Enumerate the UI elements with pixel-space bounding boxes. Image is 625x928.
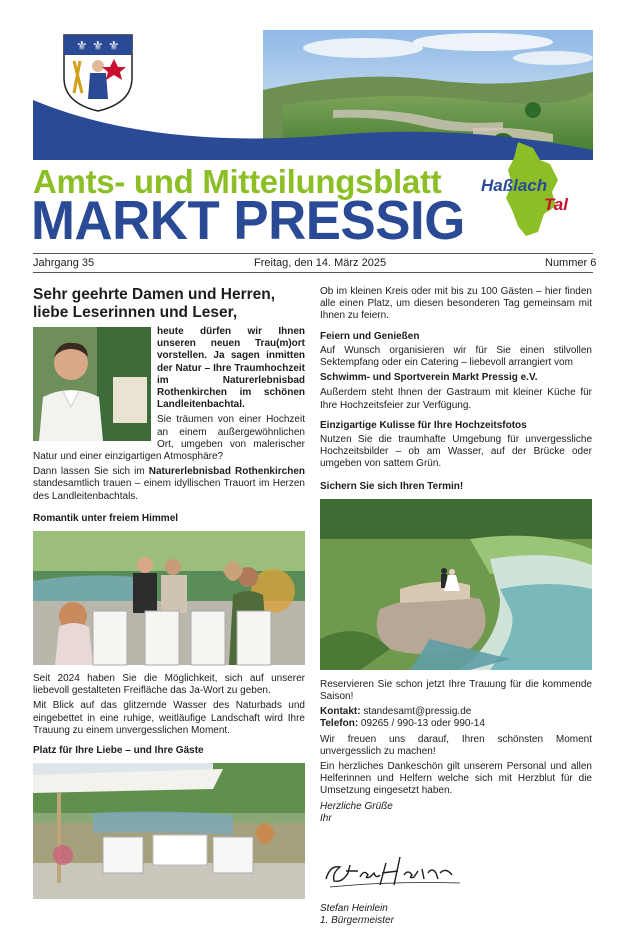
svg-text:⚜: ⚜ xyxy=(76,39,88,54)
issue-date: Freitag, den 14. März 2025 xyxy=(254,257,387,269)
issue-bar-bottom-rule xyxy=(33,272,593,273)
heading-platz: Platz für Ihre Liebe – und Ihre Gäste xyxy=(33,745,204,757)
closing-ihr: Ihr xyxy=(320,812,332,824)
masthead-title-line2: MARKT PRESSIG xyxy=(31,189,465,251)
heading-termin: Sichern Sie sich Ihren Termin! xyxy=(320,480,464,492)
issue-volume: Jahrgang 35 xyxy=(33,257,95,269)
bridal-couple-aerial-photo xyxy=(320,499,592,670)
para-looking-forward: Wir freuen uns darauf, Ihren schönsten Moment unvergesslich zu machen! xyxy=(320,733,592,757)
left-column xyxy=(33,286,305,899)
logo-hasslach-text: Haßlach xyxy=(481,176,548,195)
para-since-2024: Seit 2024 haben Sie die Möglichkeit, sich auf unserer liebevoll gestalteten Freifläche das Ja-Wort zu geben. xyxy=(33,673,305,697)
para-catering: Auf Wunsch organisieren wir für Sie einen stilvollen Sektempfang oder ein Catering – liebevoll arrangiert vom xyxy=(320,344,592,369)
heading-kulisse: Einzigartige Kulisse für Ihre Hochzeitsfotos xyxy=(320,419,527,431)
signer-name: Stefan Heinlein xyxy=(320,903,388,915)
issue-bar-top-rule xyxy=(33,253,593,254)
masthead-title-line1: Amts- und Mitteilungsblatt xyxy=(33,163,442,200)
para-thanks: Ein herzliches Dankeschön gilt unserem Personal und allen Helferinnen und Helfern welche sich mit Herzblut für die Umsetzung eingesetzt haben. xyxy=(320,761,592,797)
phone-value: 09265 / 990-13 oder 990-14 xyxy=(358,718,485,730)
mayor-signature xyxy=(320,843,470,893)
intro-paragraph-1 xyxy=(33,466,305,503)
municipal-coat-of-arms xyxy=(62,33,134,113)
svg-text:⚜: ⚜ xyxy=(108,39,120,54)
intro-text: Sie träumen von einer Hochzeit an einem außergewöhnlichen Ort, umgeben von malerischer Natur und einer einzigartigen Atmosphäre? xyxy=(33,414,305,463)
masthead xyxy=(0,0,625,255)
closing-greeting: Herzliche Grüße xyxy=(320,800,393,812)
contact-email[interactable]: standesamt@pressig.de xyxy=(360,706,472,718)
heading-romantik: Romantik unter freiem Himmel xyxy=(33,512,179,524)
para1-venue: Naturerlebnisbad Rothenkirchen xyxy=(148,466,305,478)
para-with-view: Mit Blick auf das glitzernde Wasser des Naturbads und eingebettet in eine ruhige, weitläufige Landschaft wird Ihre Trauung zu einem unvergesslichen Moment. xyxy=(33,700,305,736)
pavilion-photo xyxy=(33,763,305,899)
greeting-heading: Sehr geehrte Damen und Herren, liebe Leserinnen und Leser, xyxy=(33,286,276,321)
para-guests: Ob im kleinen Kreis oder mit bis zu 100 Gästen – hier finden alle einen Platz, um diesen besonderen Tag gemeinsam mit Ihnen zu feiern. xyxy=(320,286,592,322)
svg-text:⚜: ⚜ xyxy=(92,39,104,54)
phone-label: Telefon: xyxy=(320,718,359,730)
heading-feiern: Feiern und Genießen xyxy=(320,330,420,342)
para1-start: Dann lassen Sie sich im xyxy=(33,466,149,478)
contact-line xyxy=(320,706,592,718)
logo-tal-text: Tal xyxy=(544,195,568,214)
contact-label: Kontakt: xyxy=(320,706,361,718)
para1-end: standesamtlich trauen – einem idyllischen Trauort im Herzen des Landleitenbachtals. xyxy=(33,478,305,502)
right-column xyxy=(320,286,592,928)
para-club-name: Schwimm- und Sportverein Markt Pressig e.V. xyxy=(320,372,538,384)
outdoor-ceremony-photo xyxy=(33,531,305,665)
intro-bold-text: heute dürfen wir Ihnen unseren neuen Trau(m)ort vorstellen. Ja sagen inmitten der Natur – Ihre Traumhochzeit im Naturerlebnisbad Rothenkirchen im schönen Landleitenbachtal. xyxy=(157,326,305,411)
para-gastraum: Außerdem steht Ihnen der Gastraum mit kleiner Küche für Ihre Hochzeitsfeier zur Verfügung. xyxy=(320,387,592,411)
para-photos: Nutzen Sie die traumhafte Umgebung für unvergessliche Hochzeitsbilder – ob am Wasser, auf der Brücke oder umgeben von sattem Grün. xyxy=(320,434,592,470)
signer-title: 1. Bürgermeister xyxy=(320,915,394,927)
phone-line xyxy=(320,718,592,730)
mayor-portrait-photo xyxy=(33,327,151,441)
para-reserve: Reservieren Sie schon jetzt Ihre Trauung für die kommende Saison! xyxy=(320,678,592,703)
issue-number: Nummer 6 xyxy=(545,257,597,269)
